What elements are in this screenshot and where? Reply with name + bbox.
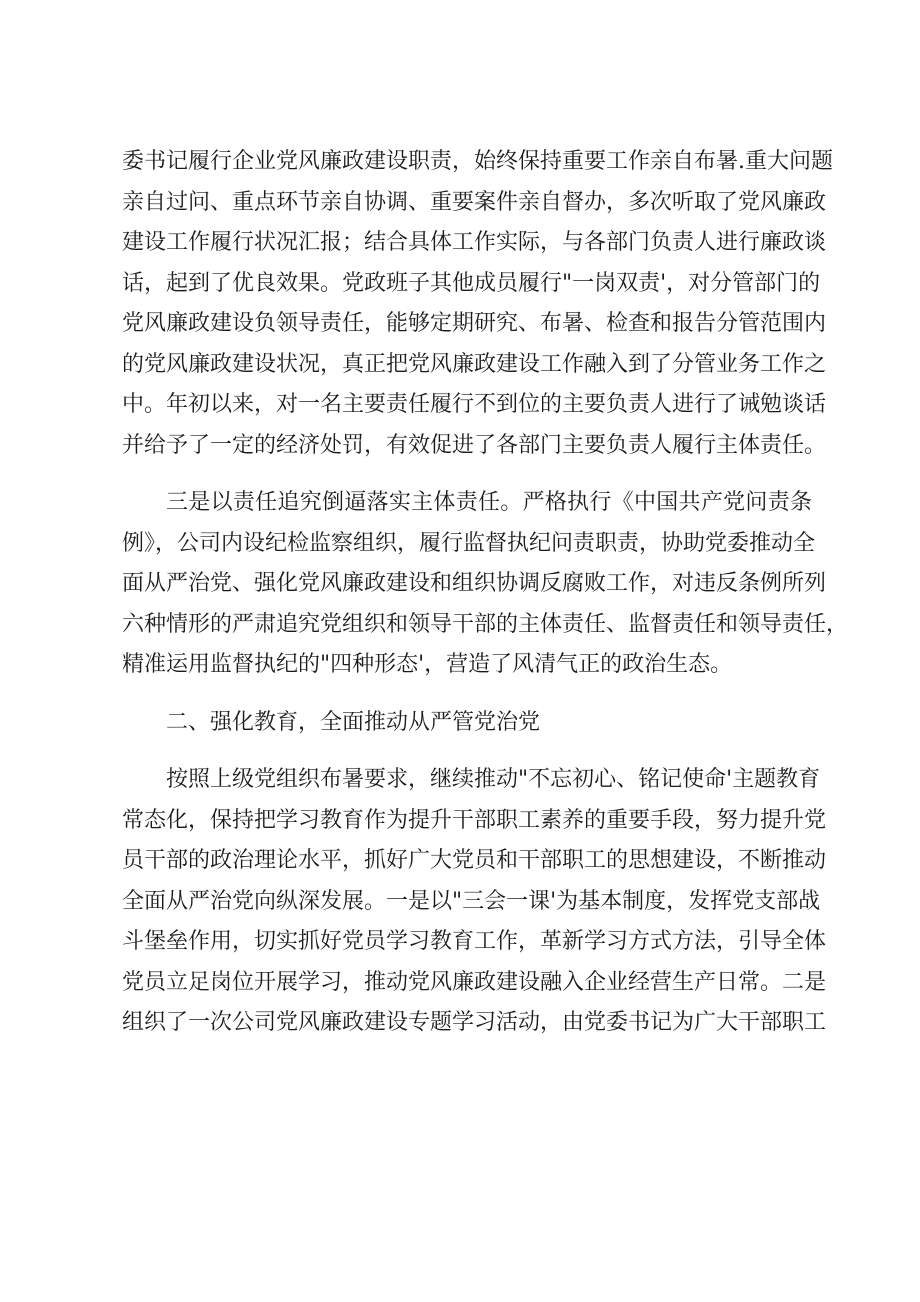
text-line: 员干部的政治理论水平，抓好广大党员和干部职工的思想建设，不断推动 (122, 848, 827, 873)
text-line: 党风廉政建设负领导责任，能够定期研究、布暑、检查和报告分管范围内 (122, 311, 827, 336)
paragraph (122, 142, 833, 466)
text-line: 组织了一次公司党风廉政建设专题学习活动，由党委书记为广大干部职工 (122, 1010, 827, 1035)
paragraph-spacing (122, 743, 812, 760)
text-line: 全面从严治党向纵深发展。一是以"三会一课'为基本制度，发挥党支部战 (122, 888, 821, 914)
text-line: 并给予了一定的经济处罚，有效促进了各部门主要负责人履行主体责任。 (122, 432, 827, 458)
text-line: 建设工作履行状况汇报；结合具体工作实际，与各部门负责人进行廉政谈 (122, 230, 827, 255)
text-line: 常态化，保持把学习教育作为提升干部职工素养的重要手段，努力提升党 (122, 807, 827, 833)
paragraph (122, 760, 827, 1044)
text-line: 党员立足岗位开展学习，推动党风廉政建设融入企业经营生产日常。二是 (122, 969, 827, 995)
text-line: 精准运用监督执纪的"四种形态'，营造了风清气正的政治生态。 (122, 652, 733, 677)
paragraph-spacing (122, 686, 812, 703)
text-line: 面从严治党、强化党风廉政建设和组织协调反腐败工作，对违反条例所列 (122, 571, 827, 596)
text-line: 委书记履行企业党风廉政建设职责，始终保持重要工作亲自布暑.重大问题 (122, 149, 833, 174)
text-line: 中。年初以来，对一名主要责任履行不到位的主要负责人进行了诫勉谈话 (122, 392, 827, 417)
section-heading (122, 703, 812, 744)
text-line: 斗堡垒作用，切实抓好党员学习教育工作，革新学习方式方法，引导全体 (122, 929, 827, 954)
text-line: 例》，公司内设纪检监察组织，履行监督执纪问责职责，协助党委推动全 (122, 530, 816, 556)
text-line: 二、强化教育，全面推动从严管党治党 (166, 709, 541, 735)
text-line: 三是以责任追究倒逼落实主体责任。严格执行《中国共产党问责条 (166, 490, 812, 515)
paragraph (122, 483, 849, 686)
text-line: 的党风廉政建设状况，真正把党风廉政建设工作融入到了分管业务工作之 (122, 351, 827, 377)
text-line: 亲自过问、重点环节亲自协调、重要案件亲自督办，多次听取了党风廉政 (122, 189, 827, 215)
paragraph-spacing (122, 466, 812, 483)
text-line: 按照上级党组织布暑要求，继续推动"不忘初心、铭记使命'主题教育 (166, 767, 821, 792)
text-line: 话，起到了优良效果。党政班子其他成员履行"一岗双责'，对分管部门的 (122, 270, 821, 296)
text-line: 六种情形的严肃追究党组织和领导干部的主体责任、监督责任和领导责任， (122, 611, 849, 637)
document-body (122, 142, 849, 1044)
